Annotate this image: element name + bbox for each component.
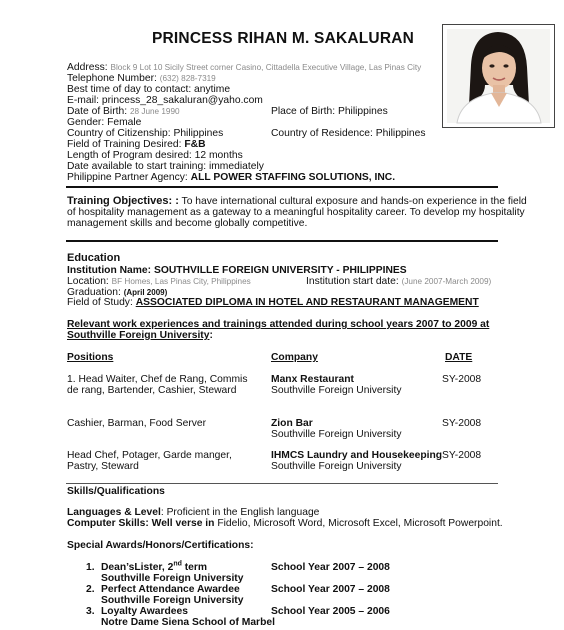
date-available-line: Date available to start training: immediately [67, 161, 264, 172]
start-date-line: Institution start date: (June 2007-March 2009) [306, 276, 492, 287]
section-divider [66, 186, 498, 188]
experience-date: SY-2008 [442, 450, 482, 461]
applicant-photo [442, 24, 555, 128]
company-school: Southville Foreign University [271, 385, 402, 396]
section-divider [66, 240, 498, 242]
computer-skills-line: Computer Skills: Well verse in Fidelio, Microsoft Word, Microsoft Excel, Microsoft Powerpoint. [67, 518, 503, 529]
col-header-positions: Positions [67, 352, 114, 363]
company-name: Zion Bar [271, 418, 313, 429]
col-header-company: Company [271, 352, 318, 363]
award-number: 2. [86, 584, 95, 595]
award-school: Southville Foreign University [101, 595, 244, 606]
award-number: 3. [86, 606, 95, 617]
award-title: Loyalty Awardees [101, 606, 188, 617]
dob-line: Date of Birth: 28 June 1990 [67, 106, 180, 117]
position-text: 1. Head Waiter, Chef de Rang, Commis de rang, Bartender, Cashier, Steward [67, 374, 248, 396]
company-school: Southville Foreign University [271, 429, 402, 440]
best-time-line: Best time of day to contact: anytime [67, 84, 231, 95]
skills-heading: Skills/Qualifications [67, 486, 165, 497]
experience-date: SY-2008 [442, 374, 482, 385]
award-school: Notre Dame Siena School of Marbel [101, 617, 275, 628]
section-divider [66, 483, 498, 484]
pob-line: Place of Birth: Philippines [271, 106, 388, 117]
residence-line: Country of Residence: Philippines [271, 128, 426, 139]
col-header-date: DATE [445, 352, 473, 363]
awards-heading: Special Awards/Honors/Certifications: [67, 540, 254, 551]
award-school: Southville Foreign University [101, 573, 244, 584]
experience-date: SY-2008 [442, 418, 482, 429]
location-line: Location: BF Homes, Las Pinas City, Philippines [67, 276, 251, 287]
phone-line: Telephone Number: (632) 828-7319 [67, 73, 216, 84]
institution-line: Institution Name: SOUTHVILLE FOREIGN UNIVERSITY - PHILIPPINES [67, 265, 407, 276]
email-line: E-mail: princess_28_sakaluran@yaho.com [67, 95, 263, 106]
program-length-line: Length of Program desired: 12 months [67, 150, 243, 161]
applicant-name: PRINCESS RIHAN M. SAKALURAN [151, 30, 415, 47]
field-of-study-line: Field of Study: ASSOCIATED DIPLOMA IN HOTEL AND RESTAURANT MANAGEMENT [67, 297, 479, 308]
gender-line: Gender: Female [67, 117, 142, 128]
training-field-line: Field of Training Desired: F&B [67, 139, 206, 150]
address-line: Address: Block 9 Lot 10 Sicily Street corner Casino, Cittadella Executive Village, Las Pinas City [67, 62, 422, 73]
company-name: IHMCS Laundry and Housekeeping [271, 450, 443, 461]
objectives-line-3: management skills and become globally competitive. [67, 218, 308, 229]
award-number: 1. [86, 562, 95, 573]
education-heading: Education [67, 252, 121, 264]
position-text: Head Chef, Potager, Garde manger, Pastry, Steward [67, 450, 232, 472]
objectives-line-2: of hospitality management as a gateway to a meaningful hospitality career. To develop my hospitality [67, 207, 525, 218]
experience-heading-1: Relevant work experiences and trainings attended during school years 2007 to 2009 at [67, 319, 490, 330]
languages-line: Languages & Level: Proficient in the English language [67, 507, 320, 518]
company-school: Southville Foreign University [271, 461, 402, 472]
objectives-line-1: Training Objectives: : To have international cultural exposure and hands-on experience in the field [67, 195, 527, 207]
position-text: Cashier, Barman, Food Server [67, 418, 207, 429]
graduation-line: Graduation: (April 2009) [67, 287, 168, 298]
citizenship-line: Country of Citizenship: Philippines [67, 128, 224, 139]
company-name: Manx Restaurant [271, 374, 354, 385]
award-title: Perfect Attendance Awardee [101, 584, 240, 595]
award-year: School Year 2007 – 2008 [271, 562, 390, 573]
portrait-image [443, 25, 554, 127]
agency-line: Philippine Partner Agency: ALL POWER STAFFING SOLUTIONS, INC. [67, 172, 396, 183]
experience-heading-2: Southville Foreign University: [67, 330, 213, 341]
award-title: Dean’sLister, 2nd term [101, 560, 208, 573]
award-year: School Year 2007 – 2008 [271, 584, 390, 595]
award-year: School Year 2005 – 2006 [271, 606, 390, 617]
